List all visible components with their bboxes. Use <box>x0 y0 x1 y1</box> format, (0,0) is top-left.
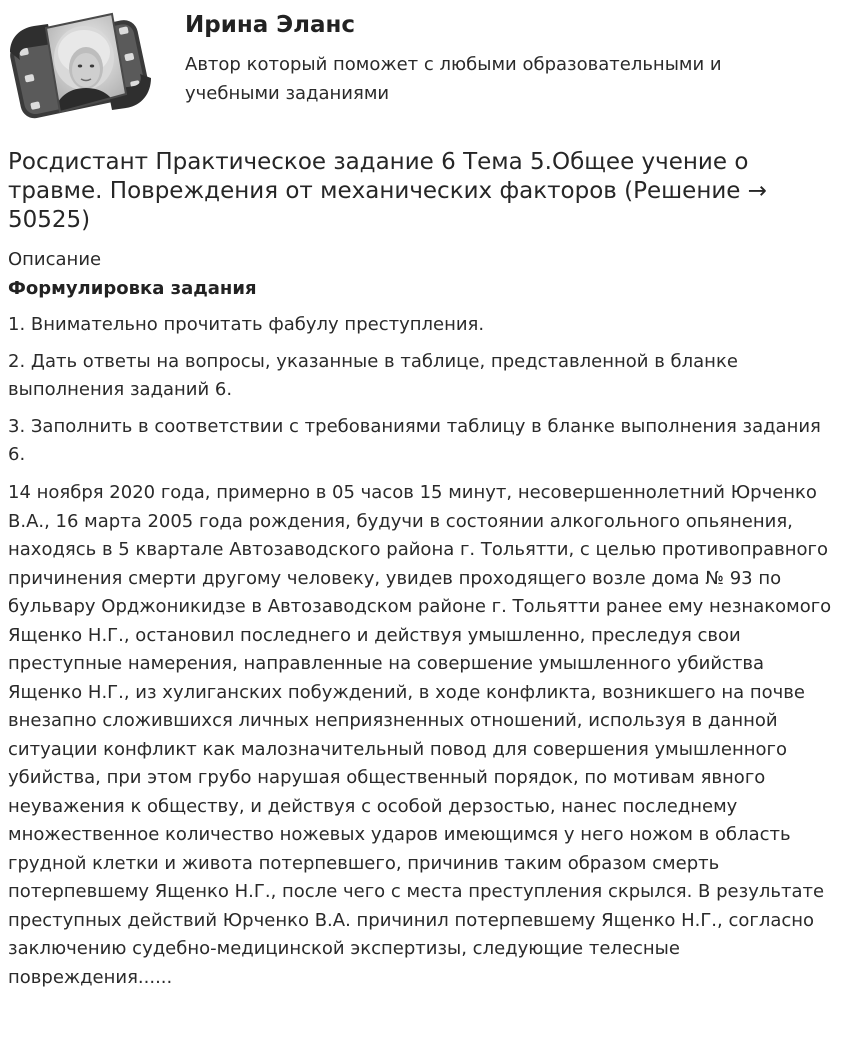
author-description: Автор который поможет с любыми образовательными и учебными заданиями <box>185 54 722 104</box>
task-list <box>8 311 840 469</box>
page-title: Росдистант Практическое задание 6 Тема 5.Общее учение о травме. Повреждения от механических факторов (Решение → 50525) <box>8 149 768 233</box>
author-photo-icon <box>8 8 153 128</box>
document-content <box>8 148 840 992</box>
list-item: 3. Заполнить в соответствии с требованиями таблицу в бланке выполнения задания 6. <box>8 416 821 465</box>
avatar[interactable] <box>8 8 153 128</box>
case-narrative: 14 ноября 2020 года, примерно в 05 часов 15 минут, несовершеннолетний Юрченко В.А., 16 марта 2005 года рождения, будучи в состоянии алкогольного опьянения, находясь в 5 квартале Автозаводского района г. Тольятти, с целью противоправного причинения смерти другому человеку, увидев проходящего возле дома № 93 по бульвару Орджоникидзе в Автозаводском районе г. Тольятти ранее ему незнакомого Ященко Н.Г., остановил последнего и действуя умышленно, преследуя свои преступные намерения, направленные на совершение умышленного убийства Ященко Н.Г., из хулиганских побуждений, в ходе конфликта, возникшего на почве внезапно сложившихся личных неприязненных отношений, используя в данной ситуации конфликт как малозначительный повод для совершения умышленного убийства, при этом грубо нарушая общественный порядок, по мотивам явного неуважения к обществу, и действуя с особой дерзостью, нанес последнему множественное количество ножевых ударов имеющимся у него ножом в область грудной клетки и живота потерпевшего, причинив таким образом смерть потерпевшему Ященко Н.Г., после чего с места преступления скрылся. В результате преступных действий Юрченко В.А. причинил потерпевшему Ященко Н.Г., согласно заключению судебно-медицинской экспертизы, следующие телесные повреждения...... <box>8 482 832 988</box>
author-header <box>0 0 847 140</box>
list-item: 2. Дать ответы на вопросы, указанные в таблице, представленной в бланке выполнения заданий 6. <box>8 351 738 400</box>
description-label: Описание <box>8 249 102 270</box>
task-heading: Формулировка задания <box>8 278 257 299</box>
author-name[interactable]: Ирина Эланс <box>185 12 356 38</box>
list-item: 1. Внимательно прочитать фабулу преступления. <box>8 314 485 335</box>
